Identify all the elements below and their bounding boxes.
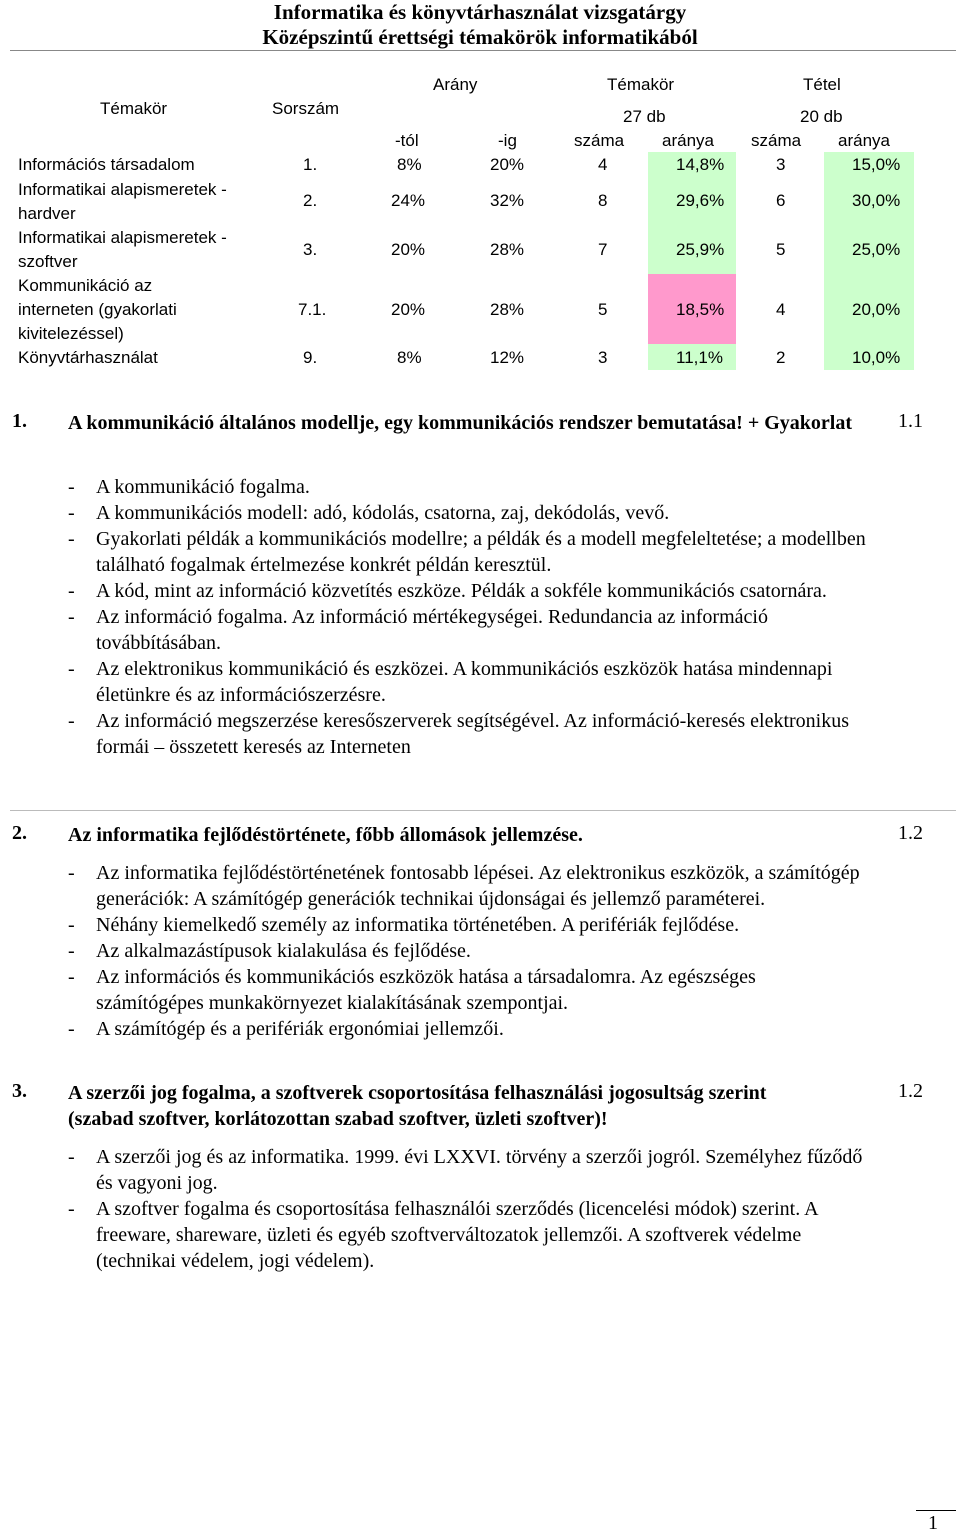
row-topic-count: 5 bbox=[598, 300, 608, 319]
row-topic-name-cont: szoftver bbox=[18, 252, 78, 271]
row-ig: 32% bbox=[490, 191, 525, 210]
col-header-tetel: Tétel bbox=[803, 75, 841, 94]
row-topic-ratio: 29,6% bbox=[676, 191, 725, 210]
bullet-item: - Az információs és kommunikációs eszközök hatása a társadalomra. Az egészséges számítógépes munkakörnyezet kialakításának szempontjai. bbox=[68, 964, 868, 1016]
bullet-item: - Az alkalmazástípusok kialakulása és fejlődése. bbox=[68, 938, 868, 964]
row-number: 9. bbox=[303, 348, 318, 367]
col-header-temakor: Témakör bbox=[100, 99, 168, 118]
section-number: 3. bbox=[12, 1080, 27, 1102]
bullet-item: - A kommunikáció fogalma. bbox=[68, 474, 868, 500]
header-subtitle: Középszintű érettségi témakörök informatikából bbox=[262, 25, 698, 49]
row-tol: 8% bbox=[397, 155, 422, 174]
col-header-tol: -tól bbox=[395, 131, 419, 150]
row-ig: 20% bbox=[490, 155, 525, 174]
col-header-ig: -ig bbox=[498, 131, 517, 150]
row-topic-ratio: 18,5% bbox=[676, 300, 725, 319]
col-header-szama: száma bbox=[574, 131, 625, 150]
bullet-item: - Az információ fogalma. Az információ mértékegységei. Redundancia az információ továbbításában. bbox=[68, 604, 868, 656]
footer-rule bbox=[916, 1510, 956, 1511]
section-bullets bbox=[68, 474, 868, 760]
section-title: Az informatika fejlődéstörténete, főbb állomások jellemzése. bbox=[68, 824, 583, 846]
row-topic-count: 3 bbox=[598, 348, 608, 367]
bullet-item: - A szoftver fogalma és csoportosítása felhasználói szerződés (licencelési módok) szerint. A freeware, shareware, üzleti és egyéb szoftverváltozatok jellemzői. A szoftverek védelme (technikai védelem, jogi védelem). bbox=[68, 1196, 868, 1274]
section-divider bbox=[10, 810, 956, 811]
row-number: 1. bbox=[303, 155, 318, 174]
row-item-count: 4 bbox=[776, 300, 786, 319]
col-header-szama: száma bbox=[751, 131, 802, 150]
row-item-count: 2 bbox=[776, 348, 786, 367]
row-topic-name: Informatikai alapismeretek - bbox=[18, 228, 227, 247]
row-topic-name: Információs társadalom bbox=[18, 155, 195, 174]
row-topic-ratio: 11,1% bbox=[676, 348, 723, 367]
col-header-aranya: aránya bbox=[662, 131, 714, 150]
section-code: 1.2 bbox=[898, 822, 923, 844]
topic-table bbox=[0, 0, 960, 380]
row-number: 7.1. bbox=[298, 300, 327, 319]
row-topic-count: 7 bbox=[598, 240, 608, 259]
row-topic-ratio: 25,9% bbox=[676, 240, 725, 259]
row-item-ratio: 20,0% bbox=[852, 300, 901, 319]
section-number: 2. bbox=[12, 822, 27, 844]
row-item-ratio: 25,0% bbox=[852, 240, 901, 259]
bullet-item: - A kód, mint az információ közvetítés eszköze. Példák a sokféle kommunikációs csatornára. bbox=[68, 578, 868, 604]
section-number: 1. bbox=[12, 410, 27, 432]
row-number: 2. bbox=[303, 191, 318, 210]
col-header-20db: 20 db bbox=[800, 107, 843, 126]
col-header-temakor-group: Témakör bbox=[607, 75, 675, 94]
row-tol: 24% bbox=[391, 191, 426, 210]
row-topic-name-cont: interneten (gyakorlati bbox=[18, 300, 177, 319]
row-item-count: 5 bbox=[776, 240, 786, 259]
row-ig: 12% bbox=[490, 348, 525, 367]
bullet-item: - Az információ megszerzése keresőszerverek segítségével. Az információ-keresés elektronikus formái – összetett keresés az Interneten bbox=[68, 708, 868, 760]
bullet-item: - A szerzői jog és az informatika. 1999. évi LXXVI. törvény a szerzői jogról. Személyhez fűződő és vagyoni jog. bbox=[68, 1144, 868, 1196]
row-item-ratio: 10,0% bbox=[852, 348, 901, 367]
page-number: 1 bbox=[928, 1512, 938, 1534]
section-code: 1.2 bbox=[898, 1080, 923, 1102]
bullet-item: - Gyakorlati példák a kommunikációs modellre; a példák és a modell megfeleltetése; a modellben található fogalmak értelmezése konkrét példán keresztül. bbox=[68, 526, 868, 578]
row-topic-name: Kommunikáció az bbox=[18, 276, 153, 295]
row-topic-count: 4 bbox=[598, 155, 608, 174]
row-item-ratio: 30,0% bbox=[852, 191, 901, 210]
row-tol: 8% bbox=[397, 348, 422, 367]
row-item-ratio: 15,0% bbox=[852, 155, 901, 174]
row-topic-name-cont: kivitelezéssel) bbox=[18, 324, 124, 343]
section-bullets bbox=[68, 860, 868, 1042]
bullet-item: - Az informatika fejlődéstörténetének fontosabb lépései. Az elektronikus eszközök, a számítógép generációk: A számítógép generációk technikai újdonságai és jellemző paraméterei. bbox=[68, 860, 868, 912]
row-topic-name: Informatikai alapismeretek - bbox=[18, 180, 227, 199]
row-topic-count: 8 bbox=[598, 191, 608, 210]
section-code: 1.1 bbox=[898, 410, 923, 432]
col-header-arany: Arány bbox=[433, 75, 478, 94]
col-header-27db: 27 db bbox=[623, 107, 666, 126]
row-topic-name-cont: hardver bbox=[18, 204, 76, 223]
row-item-count: 3 bbox=[776, 155, 786, 174]
row-ig: 28% bbox=[490, 300, 525, 319]
row-item-count: 6 bbox=[776, 191, 786, 210]
section-title: A kommunikáció általános modellje, egy kommunikációs rendszer bemutatása! + Gyakorlat bbox=[68, 412, 853, 434]
bullet-item: - A kommunikációs modell: adó, kódolás, csatorna, zaj, dekódolás, vevő. bbox=[68, 500, 868, 526]
bullet-item: - A számítógép és a perifériák ergonómiai jellemzői. bbox=[68, 1016, 868, 1042]
header-title: Informatika és könyvtárhasználat vizsgatárgy bbox=[273, 0, 687, 24]
row-tol: 20% bbox=[391, 300, 426, 319]
row-ig: 28% bbox=[490, 240, 525, 259]
bullet-item: - Az elektronikus kommunikáció és eszközei. A kommunikációs eszközök hatása mindennapi életünkre és az információszerzésre. bbox=[68, 656, 868, 708]
section-bullets bbox=[68, 1144, 868, 1274]
col-header-aranya: aránya bbox=[838, 131, 890, 150]
row-tol: 20% bbox=[391, 240, 426, 259]
section-title: A szerzői jog fogalma, a szoftverek csoportosítása felhasználási jogosultság szerint (szabad szoftver, korlátozottan szabad szoftver, üzleti szoftver)! bbox=[68, 1082, 767, 1130]
bullet-item: - Néhány kiemelkedő személy az informatika történetében. A perifériák fejlődése. bbox=[68, 912, 868, 938]
row-number: 3. bbox=[303, 240, 318, 259]
row-topic-name: Könyvtárhasználat bbox=[18, 348, 158, 367]
col-header-sorszam: Sorszám bbox=[272, 99, 340, 118]
row-topic-ratio: 14,8% bbox=[676, 155, 725, 174]
